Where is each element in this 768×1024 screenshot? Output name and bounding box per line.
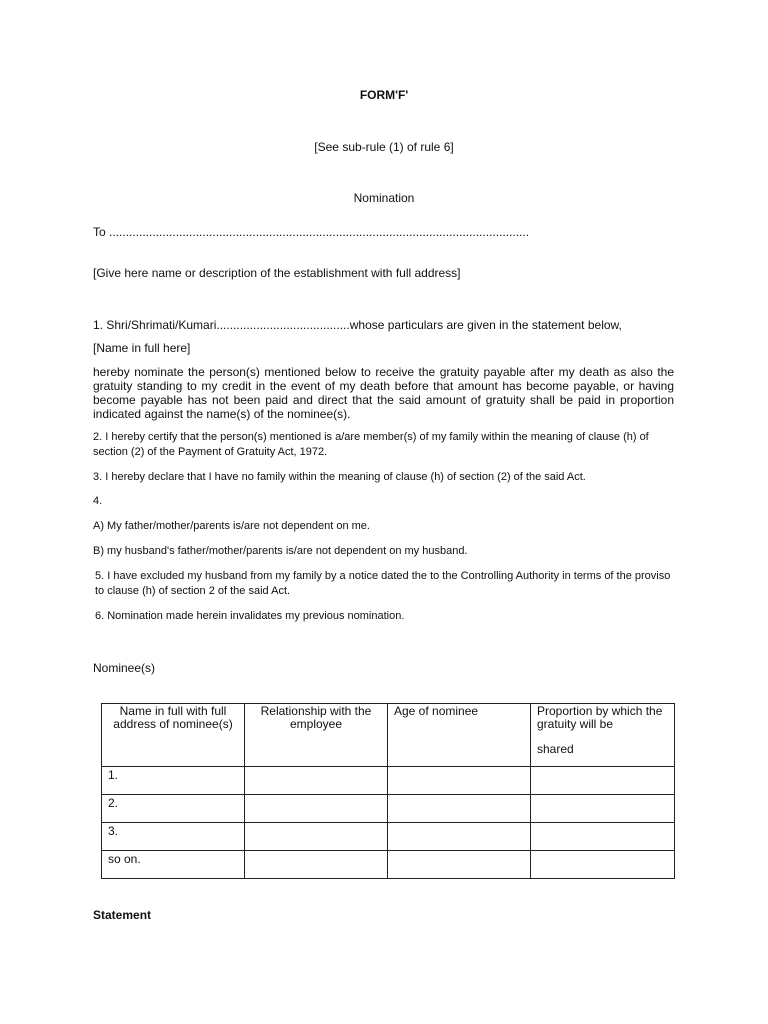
table-cell	[245, 823, 388, 851]
header-age: Age of nominee	[388, 704, 531, 767]
table-cell	[245, 767, 388, 795]
paragraph-4b: B) my husband's father/mother/parents is/are not dependent on my husband.	[93, 545, 468, 557]
table-row	[102, 823, 675, 851]
header-name-address: Name in full with full address of nominee(s)	[102, 704, 245, 767]
table-cell	[531, 851, 675, 879]
table-cell	[531, 795, 675, 823]
table-cell	[388, 851, 531, 879]
table-header-row	[102, 704, 675, 767]
row-label: 1.	[102, 767, 245, 795]
table-cell	[388, 795, 531, 823]
table-row	[102, 767, 675, 795]
nomination-heading: Nomination	[353, 191, 415, 205]
paragraph-4a: A) My father/mother/parents is/are not dependent on me.	[93, 520, 370, 532]
table-cell	[388, 767, 531, 795]
table-row	[102, 851, 675, 879]
name-note: [Name in full here]	[93, 341, 191, 355]
nominate-text: hereby nominate the person(s) mentioned below to receive the gratuity payable after my death as also the gratuity standing to my credit in the event of my death before that amount has become payable, or having become payable has not been paid and direct that the said amount of gratuity shall be paid in proportion indicated against the name(s) of the nominee(s).	[93, 365, 674, 421]
table-cell	[388, 823, 531, 851]
table-cell	[531, 767, 675, 795]
paragraph-6: 6. Nomination made herein invalidates my previous nomination.	[95, 610, 405, 622]
row-label: 2.	[102, 795, 245, 823]
rule-reference: [See sub-rule (1) of rule 6]	[314, 140, 454, 154]
nominees-label: Nominee(s)	[93, 661, 156, 675]
statement-label: Statement	[93, 908, 152, 922]
table-row	[102, 795, 675, 823]
nominee-table	[101, 703, 675, 879]
header-proportion	[531, 704, 675, 767]
paragraph-3: 3. I hereby declare that I have no family within the meaning of clause (h) of section (2) of the said Act.	[93, 471, 586, 483]
paragraph-5: 5. I have excluded my husband from my family by a notice dated the to the Controlling Authority in terms of the proviso to clause (h) of section 2 of the said Act.	[95, 570, 671, 597]
paragraph-1: 1. Shri/Shrimati/Kumari........................................whose particulars are given in the statement below,	[93, 318, 622, 332]
header-proportion-text: Proportion by which the gratuity will be	[537, 704, 663, 731]
table-cell	[531, 823, 675, 851]
table-cell	[245, 851, 388, 879]
to-line: To ..............................................................................................................................	[93, 225, 530, 239]
row-label: so on.	[102, 851, 245, 879]
row-label: 3.	[102, 823, 245, 851]
establishment-note: [Give here name or description of the establishment with full address]	[93, 266, 461, 280]
paragraph-4: 4.	[93, 495, 103, 507]
table-cell	[245, 795, 388, 823]
paragraph-2: 2. I hereby certify that the person(s) mentioned is a/are member(s) of my family within the meaning of clause (h) of section (2) of the Payment of Gratuity Act, 1972.	[93, 431, 649, 458]
form-title: FORM'F'	[359, 88, 409, 102]
header-relationship: Relationship with the employee	[245, 704, 388, 767]
header-proportion-shared: shared	[537, 742, 574, 756]
